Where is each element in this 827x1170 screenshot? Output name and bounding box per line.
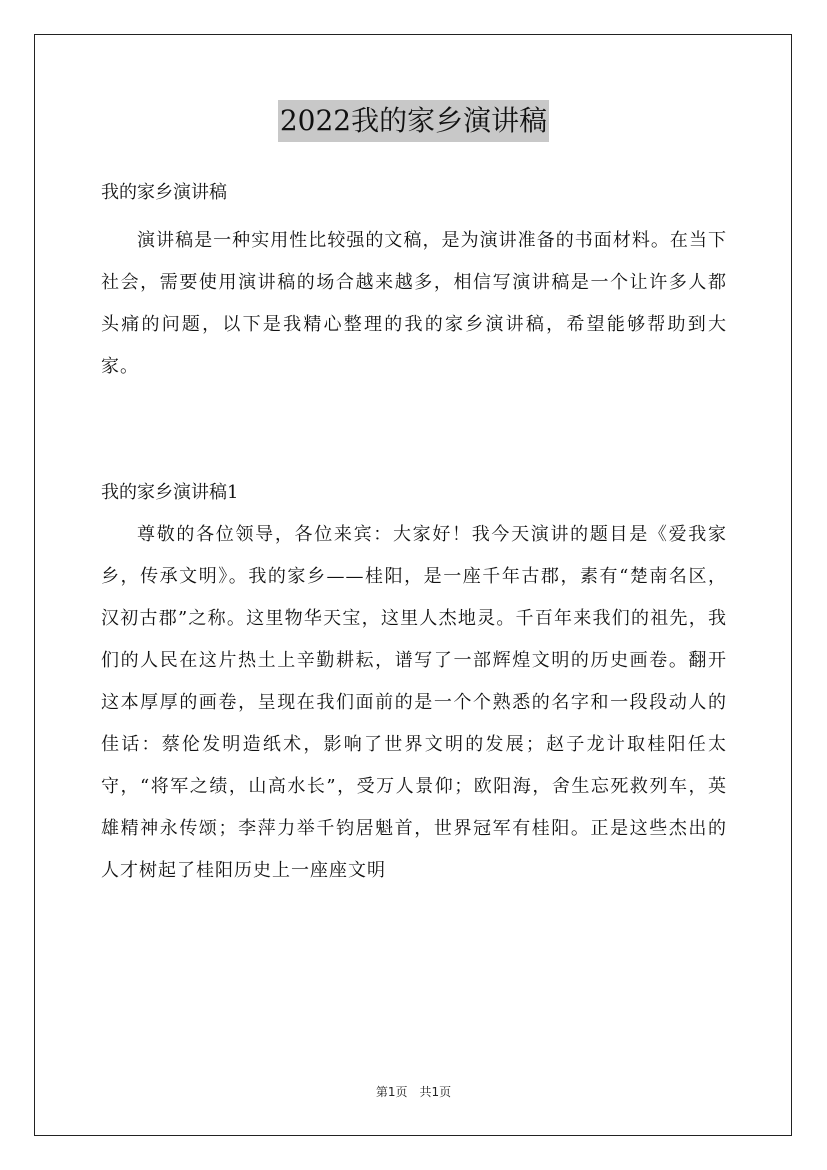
page-footer: 第1页 共1页: [375, 1085, 452, 1099]
section-spacer: [101, 388, 727, 472]
section-1-heading: 我的家乡演讲稿1: [101, 482, 239, 503]
subtitle-heading: 我的家乡演讲稿: [101, 182, 227, 203]
document-title: 2022我的家乡演讲稿: [278, 100, 549, 142]
intro-paragraph: 演讲稿是一种实用性比较强的文稿，是为演讲准备的书面材料。在当下社会，需要使用演讲稿的场合越来越多，相信写演讲稿是一个让许多人都头痛的问题，以下是我精心整理的我的家乡演讲稿，希望能够帮助到大家。: [101, 230, 727, 377]
section-1-paragraph: 尊敬的各位领导，各位来宾：大家好！我今天演讲的题目是《爱我家乡，传承文明》。我的家乡——桂阳，是一座千年古郡，素有“楚南名区，汉初古郡”之称。这里物华天宝，这里人杰地灵。千百年来我们的祖先，我们的人民在这片热土上辛勤耕耘，谱写了一部辉煌文明的历史画卷。翻开这本厚厚的画卷，呈现在我们面前的是一个个熟悉的名字和一段段动人的佳话：蔡伦发明造纸术，影响了世界文明的发展；赵子龙计取桂阳任太守，“将军之绩，山高水长”，受万人景仰；欧阳海，舍生忘死救列车，英雄精神永传颂；李萍力举千钧居魁首，世界冠军有桂阳。正是这些杰出的人才树起了桂阳历史上一座座文明: [101, 524, 727, 881]
title-container: [0, 100, 827, 142]
document-body: [101, 172, 727, 892]
